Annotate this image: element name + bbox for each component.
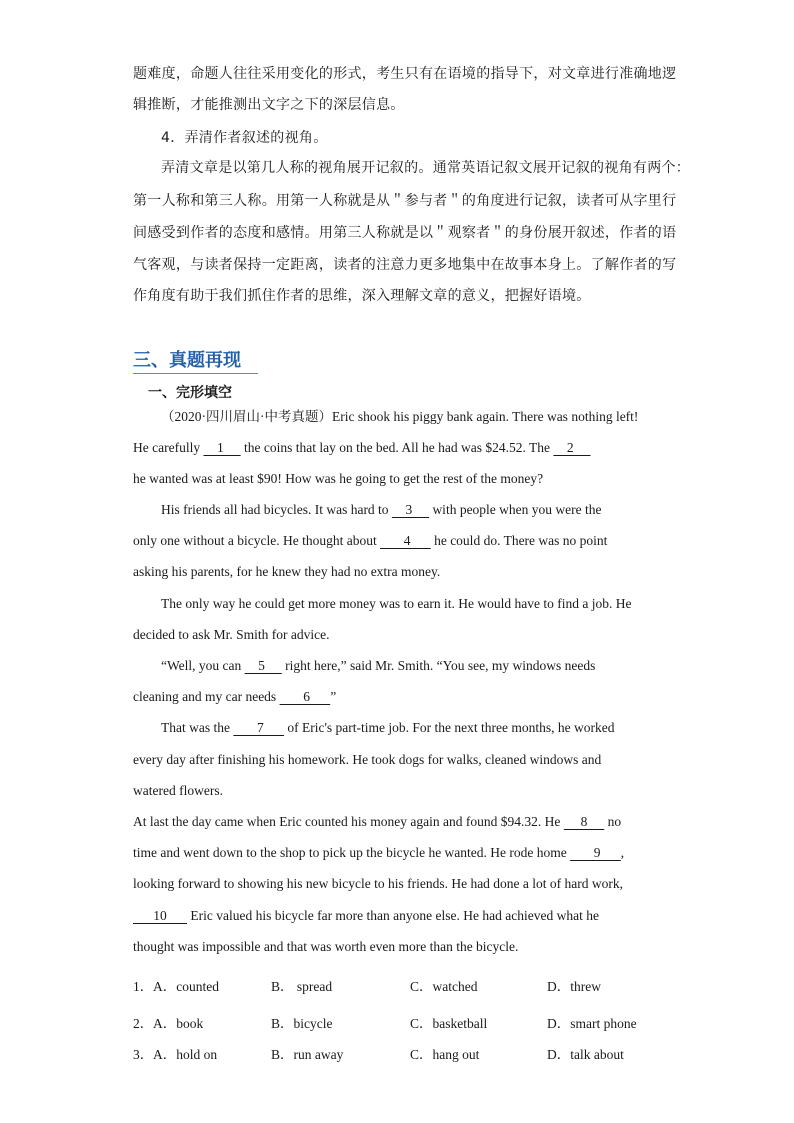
passage-line: The only way he could get more money was to earn it. He would have to find a job. He — [161, 596, 632, 611]
passage-line: decided to ask Mr. Smith for advice. — [133, 627, 330, 642]
passage-line — [161, 650, 595, 681]
paragraph-line: 间感受到作者的态度和感情。用第三人称就是以＂观察者＂的身份展开叙述，作者的语 — [133, 225, 677, 241]
question-number: 2． — [133, 1016, 154, 1031]
option-d: D．smart phone — [547, 1016, 637, 1031]
passage-text: right here,” said Mr. Smith. “You see, my windows needs — [281, 658, 596, 673]
option-c: C．watched — [410, 979, 478, 994]
passage-line: looking forward to showing his new bicycle to his friends. He had done a lot of hard work, — [133, 876, 624, 891]
passage-line: （2020·四川眉山·中考真题）Eric shook his piggy bank again. There was nothing left! — [161, 409, 639, 424]
passage-line — [133, 681, 336, 712]
section-title: 三、真题再现 — [133, 350, 241, 371]
option-d: D．threw — [547, 979, 601, 994]
question-number: 3． — [133, 1047, 154, 1062]
option-c: C．basketball — [410, 1016, 488, 1031]
paragraph-line: 弄清文章是以第几人称的视角展开记叙的。通常英语记叙文展开记叙的视角有两个： — [161, 160, 691, 176]
passage-text: with people when you were the — [429, 502, 602, 517]
option-a: A．hold on — [153, 1047, 218, 1062]
passage-text: of Eric's part-time job. For the next three months, he worked — [283, 720, 615, 735]
passage-line — [133, 525, 607, 556]
section-subtitle: 一、完形填空 — [148, 385, 232, 401]
blank-5: 5 — [244, 658, 282, 673]
question-number: 1． — [133, 979, 154, 994]
intro-line-1: 题难度，命题人往往采用变化的形式，考生只有在语境的指导下，对文章进行准确地逻 — [133, 66, 677, 82]
paragraph-line: 作角度有助于我们抓住作者的思维，深入理解文章的意义，把握好语境。 — [133, 288, 591, 304]
passage-text: Eric valued his bicycle far more than anyone else. He had achieved what he — [187, 908, 599, 923]
passage-line — [133, 806, 621, 837]
passage-line — [133, 837, 624, 868]
passage-line — [133, 900, 599, 931]
passage-text: At last the day came when Eric counted his money again and found $94.32. He — [133, 814, 564, 829]
passage-line — [161, 494, 602, 525]
passage-line: watered flowers. — [133, 783, 223, 798]
section-title-underline — [133, 373, 258, 374]
passage-line — [133, 432, 591, 463]
blank-6: 6 — [279, 689, 331, 704]
paragraph-line: 气客观，与读者保持一定距离，读者的注意力更多地集中在故事本身上。了解作者的写 — [133, 257, 677, 273]
passage-text: cleaning and my car needs — [133, 689, 280, 704]
blank-9: 9 — [570, 845, 621, 860]
passage-text: “Well, you can — [161, 658, 245, 673]
intro-line-2: 辑推断，才能推测出文字之下的深层信息。 — [133, 97, 405, 113]
blank-1: 1 — [203, 440, 241, 455]
option-a: A．book — [153, 1016, 204, 1031]
passage-text: ” — [330, 689, 337, 704]
option-b: B．bicycle — [271, 1016, 333, 1031]
option-c: C．hang out — [410, 1047, 480, 1062]
passage-line: thought was impossible and that was worth even more than the bicycle. — [133, 939, 519, 954]
passage-text: the coins that lay on the bed. All he had was $24.52. The — [240, 440, 554, 455]
blank-2: 2 — [553, 440, 591, 455]
passage-text: time and went down to the shop to pick up the bicycle he wanted. He rode home — [133, 845, 571, 860]
passage-line — [161, 712, 614, 743]
option-d: D．talk about — [547, 1047, 624, 1062]
passage-line: asking his parents, for he knew they had no extra money. — [133, 564, 441, 579]
option-b: B．run away — [271, 1047, 344, 1062]
passage-line: he wanted was at least $90! How was he going to get the rest of the money? — [133, 471, 544, 486]
blank-4: 4 — [380, 533, 431, 548]
passage-text: That was the — [161, 720, 234, 735]
passage-text: no — [604, 814, 622, 829]
blank-8: 8 — [563, 814, 605, 829]
passage-text: , — [620, 845, 625, 860]
passage-text: he could do. There was no point — [430, 533, 608, 548]
blank-10: 10 — [133, 908, 187, 923]
blank-7: 7 — [233, 720, 284, 735]
paragraph-line: 第一人称和第三人称。用第一人称就是从＂参与者＂的角度进行记叙，读者可从字里行 — [133, 193, 677, 209]
option-b: B． spread — [271, 979, 333, 994]
passage-text: His friends all had bicycles. It was hard to — [161, 502, 392, 517]
option-a: A．counted — [153, 979, 219, 994]
blank-3: 3 — [391, 502, 430, 517]
passage-line: every day after finishing his homework. He took dogs for walks, cleaned windows and — [133, 752, 602, 767]
passage-text: He carefully — [133, 440, 204, 455]
point-4-heading: 4．弄清作者叙述的视角。 — [161, 130, 328, 146]
passage-text: only one without a bicycle. He thought about — [133, 533, 381, 548]
